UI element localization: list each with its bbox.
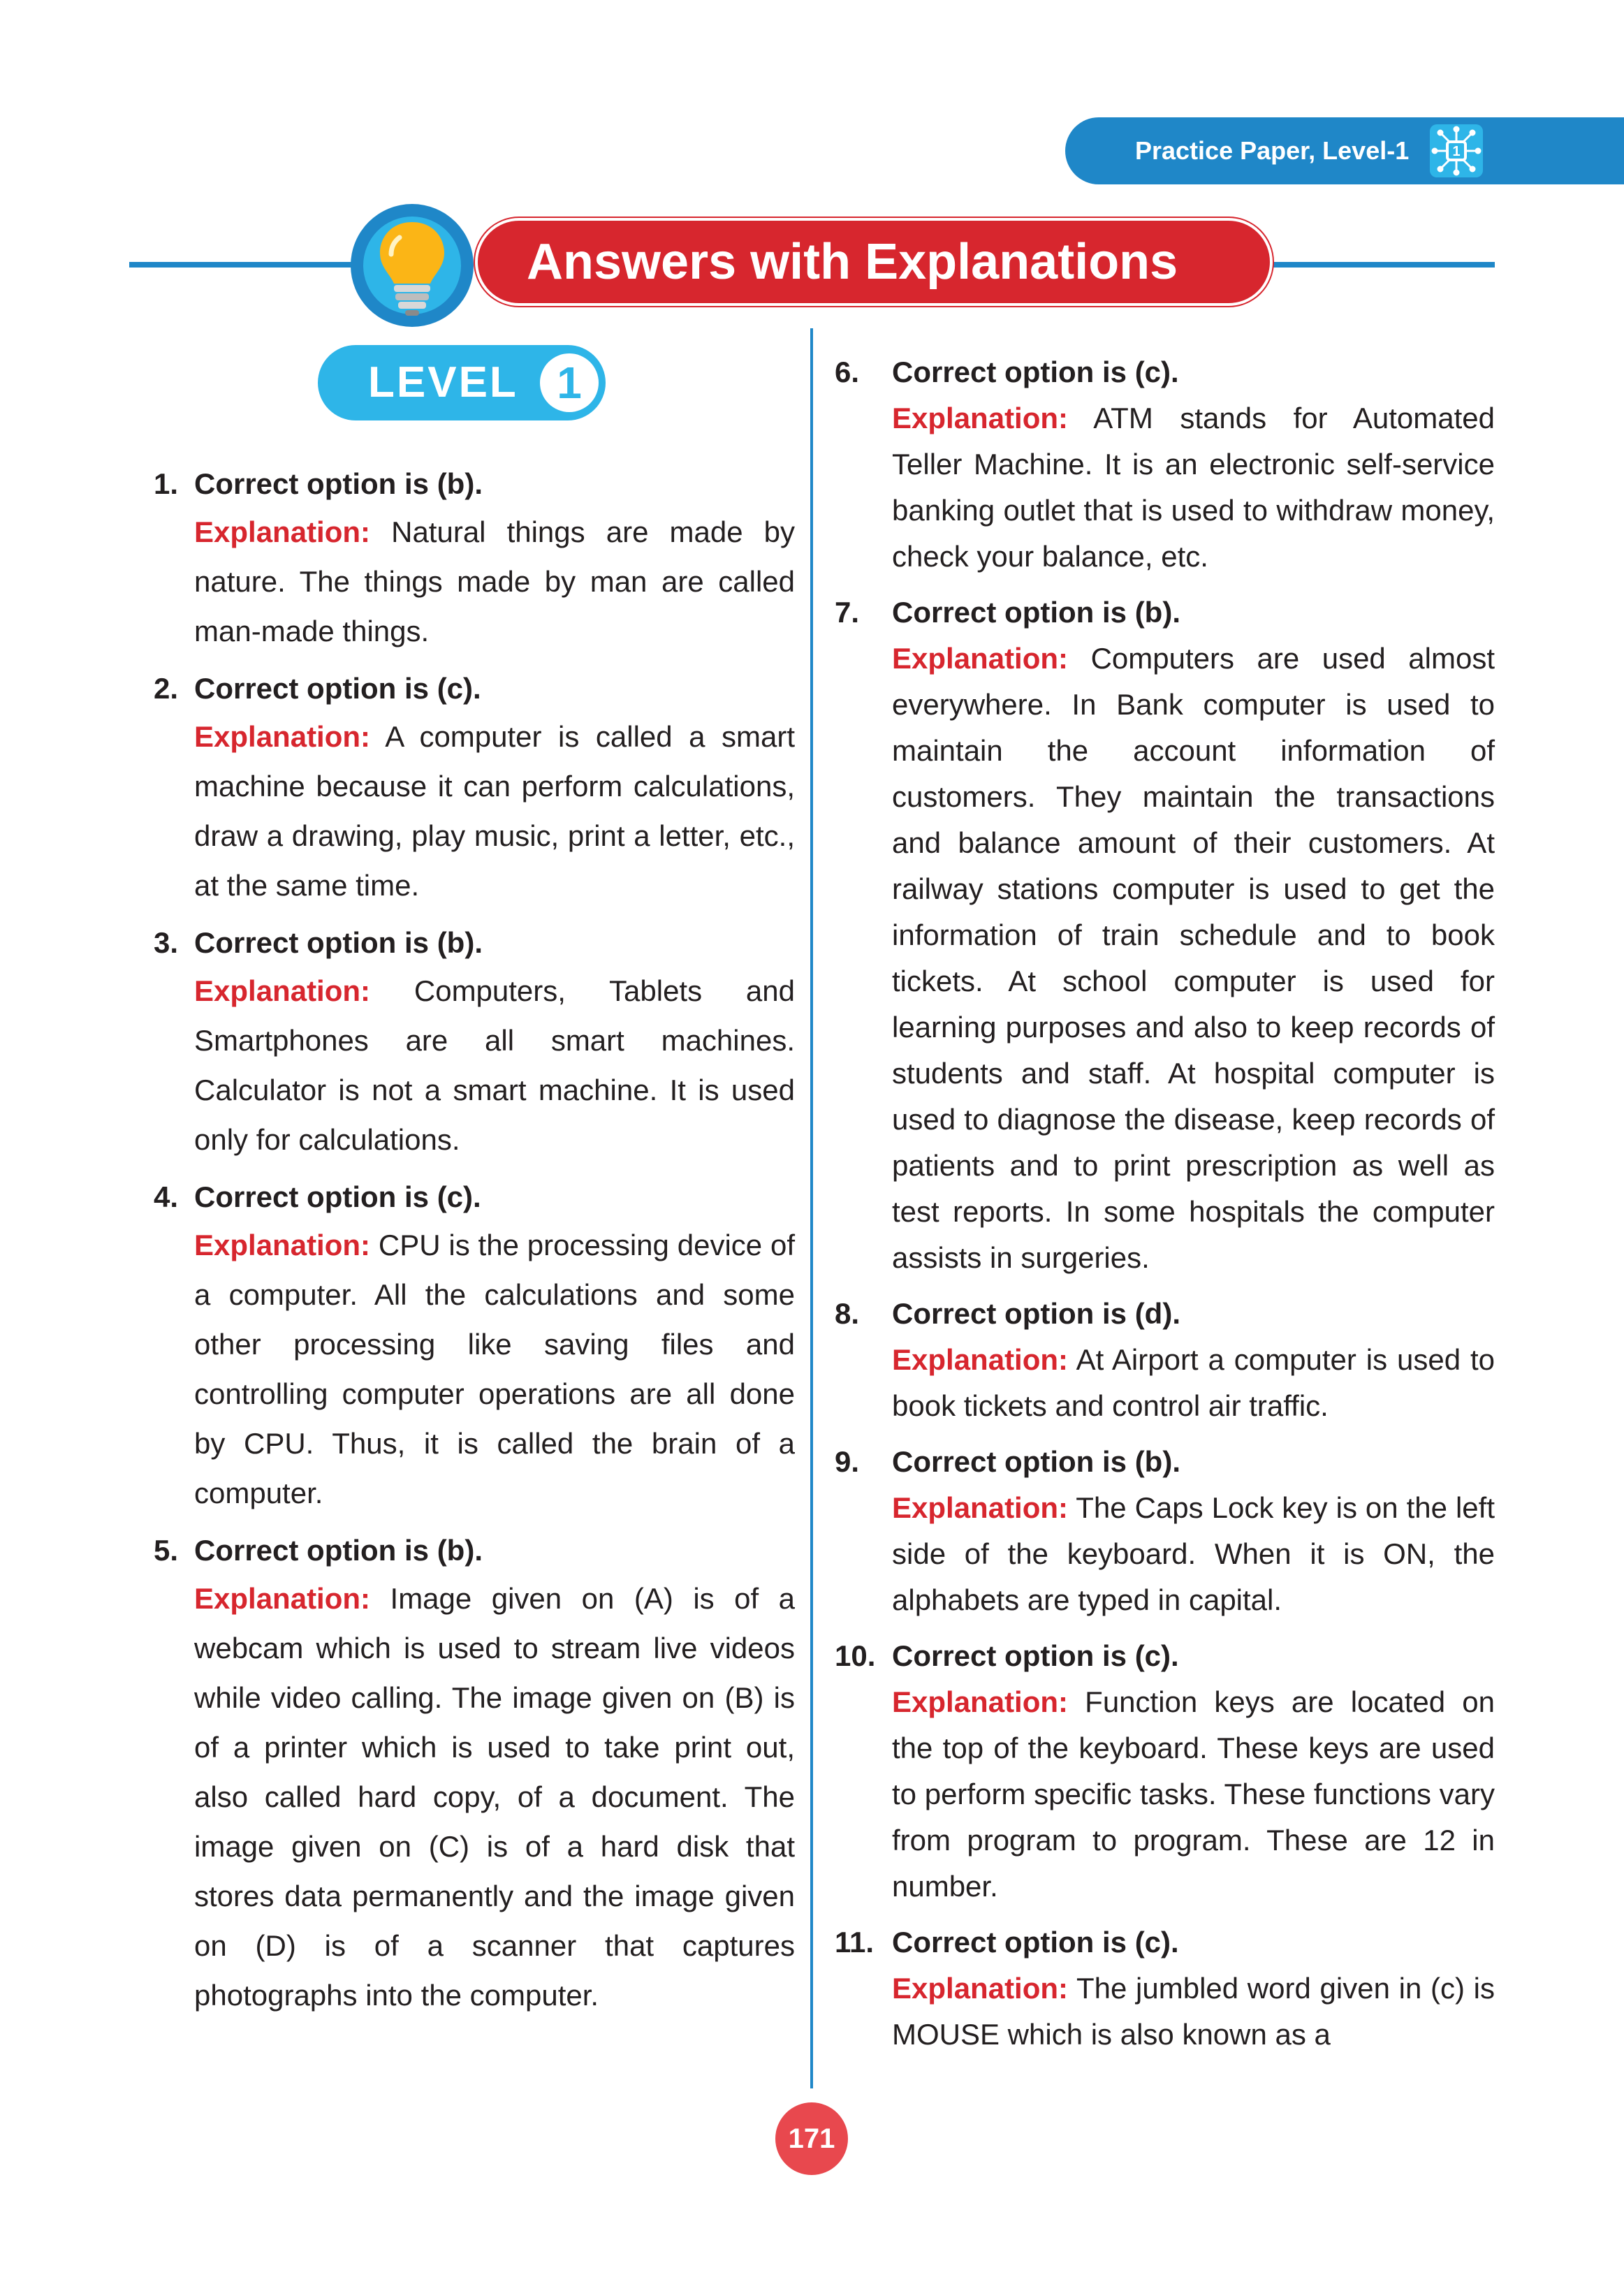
- correct-option: Correct option is (c).: [194, 1180, 481, 1213]
- explanation-text: At Airport a computer is used to book tickets and control air traffic.: [892, 1343, 1495, 1422]
- correct-option: Correct option is (b).: [194, 926, 483, 959]
- explanation-label: Explanation:: [892, 1343, 1069, 1376]
- title-rule-right: [1271, 262, 1495, 268]
- explanation: [194, 1220, 795, 1518]
- answer-item: [835, 1919, 1495, 2058]
- correct-option: Correct option is (c).: [892, 1639, 1179, 1672]
- column-divider: [810, 328, 813, 2088]
- answer-number: 4.: [154, 1180, 179, 1213]
- correct-option: Correct option is (d).: [892, 1297, 1180, 1330]
- explanation: [892, 1485, 1495, 1623]
- correct-option: Correct option is (b).: [194, 467, 483, 500]
- correct-option: Correct option is (c).: [892, 356, 1179, 388]
- answer-item: [154, 666, 795, 910]
- section-tab: [1065, 117, 1624, 184]
- answer-item: [835, 1633, 1495, 1910]
- answer-number: 7.: [835, 596, 860, 629]
- circuit-chip-icon: [1428, 123, 1484, 179]
- explanation-label: Explanation:: [892, 1972, 1069, 2005]
- page-title: Answers with Explanations: [527, 234, 1178, 290]
- explanation-text: A computer is called a smart machine because it can perform calculations, draw a drawing, play music, print a letter, etc., at the same time.: [194, 720, 795, 902]
- answer-item: [835, 1291, 1495, 1429]
- answer-number: 8.: [835, 1297, 860, 1330]
- explanation: [194, 966, 795, 1164]
- explanation-text: ATM stands for Automated Teller Machine. It is an electronic self-service banking outlet that is used to withdraw money, check your balance, etc.: [892, 402, 1495, 573]
- answer-item: [835, 1439, 1495, 1623]
- explanation-label: Explanation:: [194, 515, 371, 548]
- explanation-text: Function keys are located on the top of the keyboard. These keys are used to perform specific tasks. These functions vary from program to program. These are 12 in number.: [892, 1685, 1495, 1903]
- title-banner: [475, 218, 1273, 306]
- explanation-text: Natural things are made by nature. The things made by man are called man-made things.: [194, 515, 795, 647]
- explanation-text: CPU is the processing device of a computer. All the calculations and some other processing like saving files and controlling computer operations are all done by CPU. Thus, it is called the brain of a computer.: [194, 1229, 796, 1509]
- explanation-text: The Caps Lock key is on the left side of the keyboard. When it is ON, the alphabets are typed in capital.: [892, 1491, 1495, 1616]
- explanation-text: The jumbled word given in (c) is MOUSE which is also known as a: [892, 1972, 1495, 2051]
- explanation-label: Explanation:: [892, 642, 1069, 675]
- answer-item: [154, 461, 795, 656]
- title-rule-left: [129, 262, 360, 268]
- explanation-label: Explanation:: [892, 1491, 1069, 1524]
- answer-item: [835, 349, 1495, 580]
- explanation: [892, 395, 1495, 580]
- explanation-label: Explanation:: [194, 974, 371, 1007]
- page-number: 171: [775, 2102, 848, 2175]
- explanation-text: Image given on (A) is of a webcam which is used to stream live videos while video calling. The image given on (B) is of a printer which is used to take print out, also called hard copy, of a document. The image given on (C) is of a hard disk that stores data permanently and the image given on (D) is of a scanner that captures photographs into the computer.: [194, 1582, 796, 2012]
- explanation: [892, 1337, 1495, 1429]
- answer-number: 2.: [154, 672, 179, 705]
- explanation: [194, 712, 795, 910]
- answer-item: [154, 920, 795, 1164]
- explanation: [892, 636, 1495, 1281]
- explanation: [194, 1574, 795, 2020]
- answer-number: 3.: [154, 926, 179, 959]
- lightbulb-icon: [349, 203, 475, 328]
- level-badge: [318, 345, 606, 420]
- answers-right-column: [835, 349, 1495, 2067]
- answer-item: [154, 1174, 795, 1518]
- level-number: 1: [540, 353, 599, 412]
- explanation-text: Computers, Tablets and Smartphones are all smart machines. Calculator is not a smart machine. It is used only for calculations.: [194, 974, 796, 1156]
- correct-option: Correct option is (b).: [194, 1534, 483, 1567]
- correct-option: Correct option is (c).: [194, 672, 481, 705]
- answer-number: 10.: [835, 1639, 876, 1672]
- explanation: [892, 1679, 1495, 1910]
- explanation: [892, 1965, 1495, 2058]
- answer-number: 5.: [154, 1534, 179, 1567]
- answer-item: [154, 1528, 795, 2020]
- explanation-label: Explanation:: [892, 1685, 1069, 1718]
- explanation-text: Computers are used almost everywhere. In Bank computer is used to maintain the account information of customers. They maintain the transactions and balance amount of their customers. At railway stations computer is used to get the information of train schedule and to book tickets. At school computer is used for learning purposes and also to keep records of students and staff. At hospital computer is used to diagnose the disease, keep records of patients and to print prescription as well as test reports. In some hospitals the computer assists in surgeries.: [892, 642, 1495, 1274]
- svg-text:1: 1: [1452, 144, 1461, 159]
- section-tab-label: Practice Paper, Level-1: [1135, 136, 1410, 165]
- explanation: [194, 507, 795, 656]
- answer-number: 6.: [835, 356, 860, 388]
- answer-number: 11.: [835, 1926, 875, 1959]
- explanation-label: Explanation:: [194, 1582, 371, 1615]
- correct-option: Correct option is (b).: [892, 1445, 1180, 1478]
- answer-number: 9.: [835, 1445, 860, 1478]
- correct-option: Correct option is (c).: [892, 1926, 1179, 1959]
- explanation-label: Explanation:: [194, 720, 371, 753]
- answers-left-column: [154, 461, 795, 2030]
- answer-item: [835, 590, 1495, 1281]
- correct-option: Correct option is (b).: [892, 596, 1180, 629]
- answer-number: 1.: [154, 467, 179, 500]
- explanation-label: Explanation:: [194, 1229, 371, 1261]
- level-label: LEVEL: [368, 358, 518, 407]
- explanation-label: Explanation:: [892, 402, 1069, 434]
